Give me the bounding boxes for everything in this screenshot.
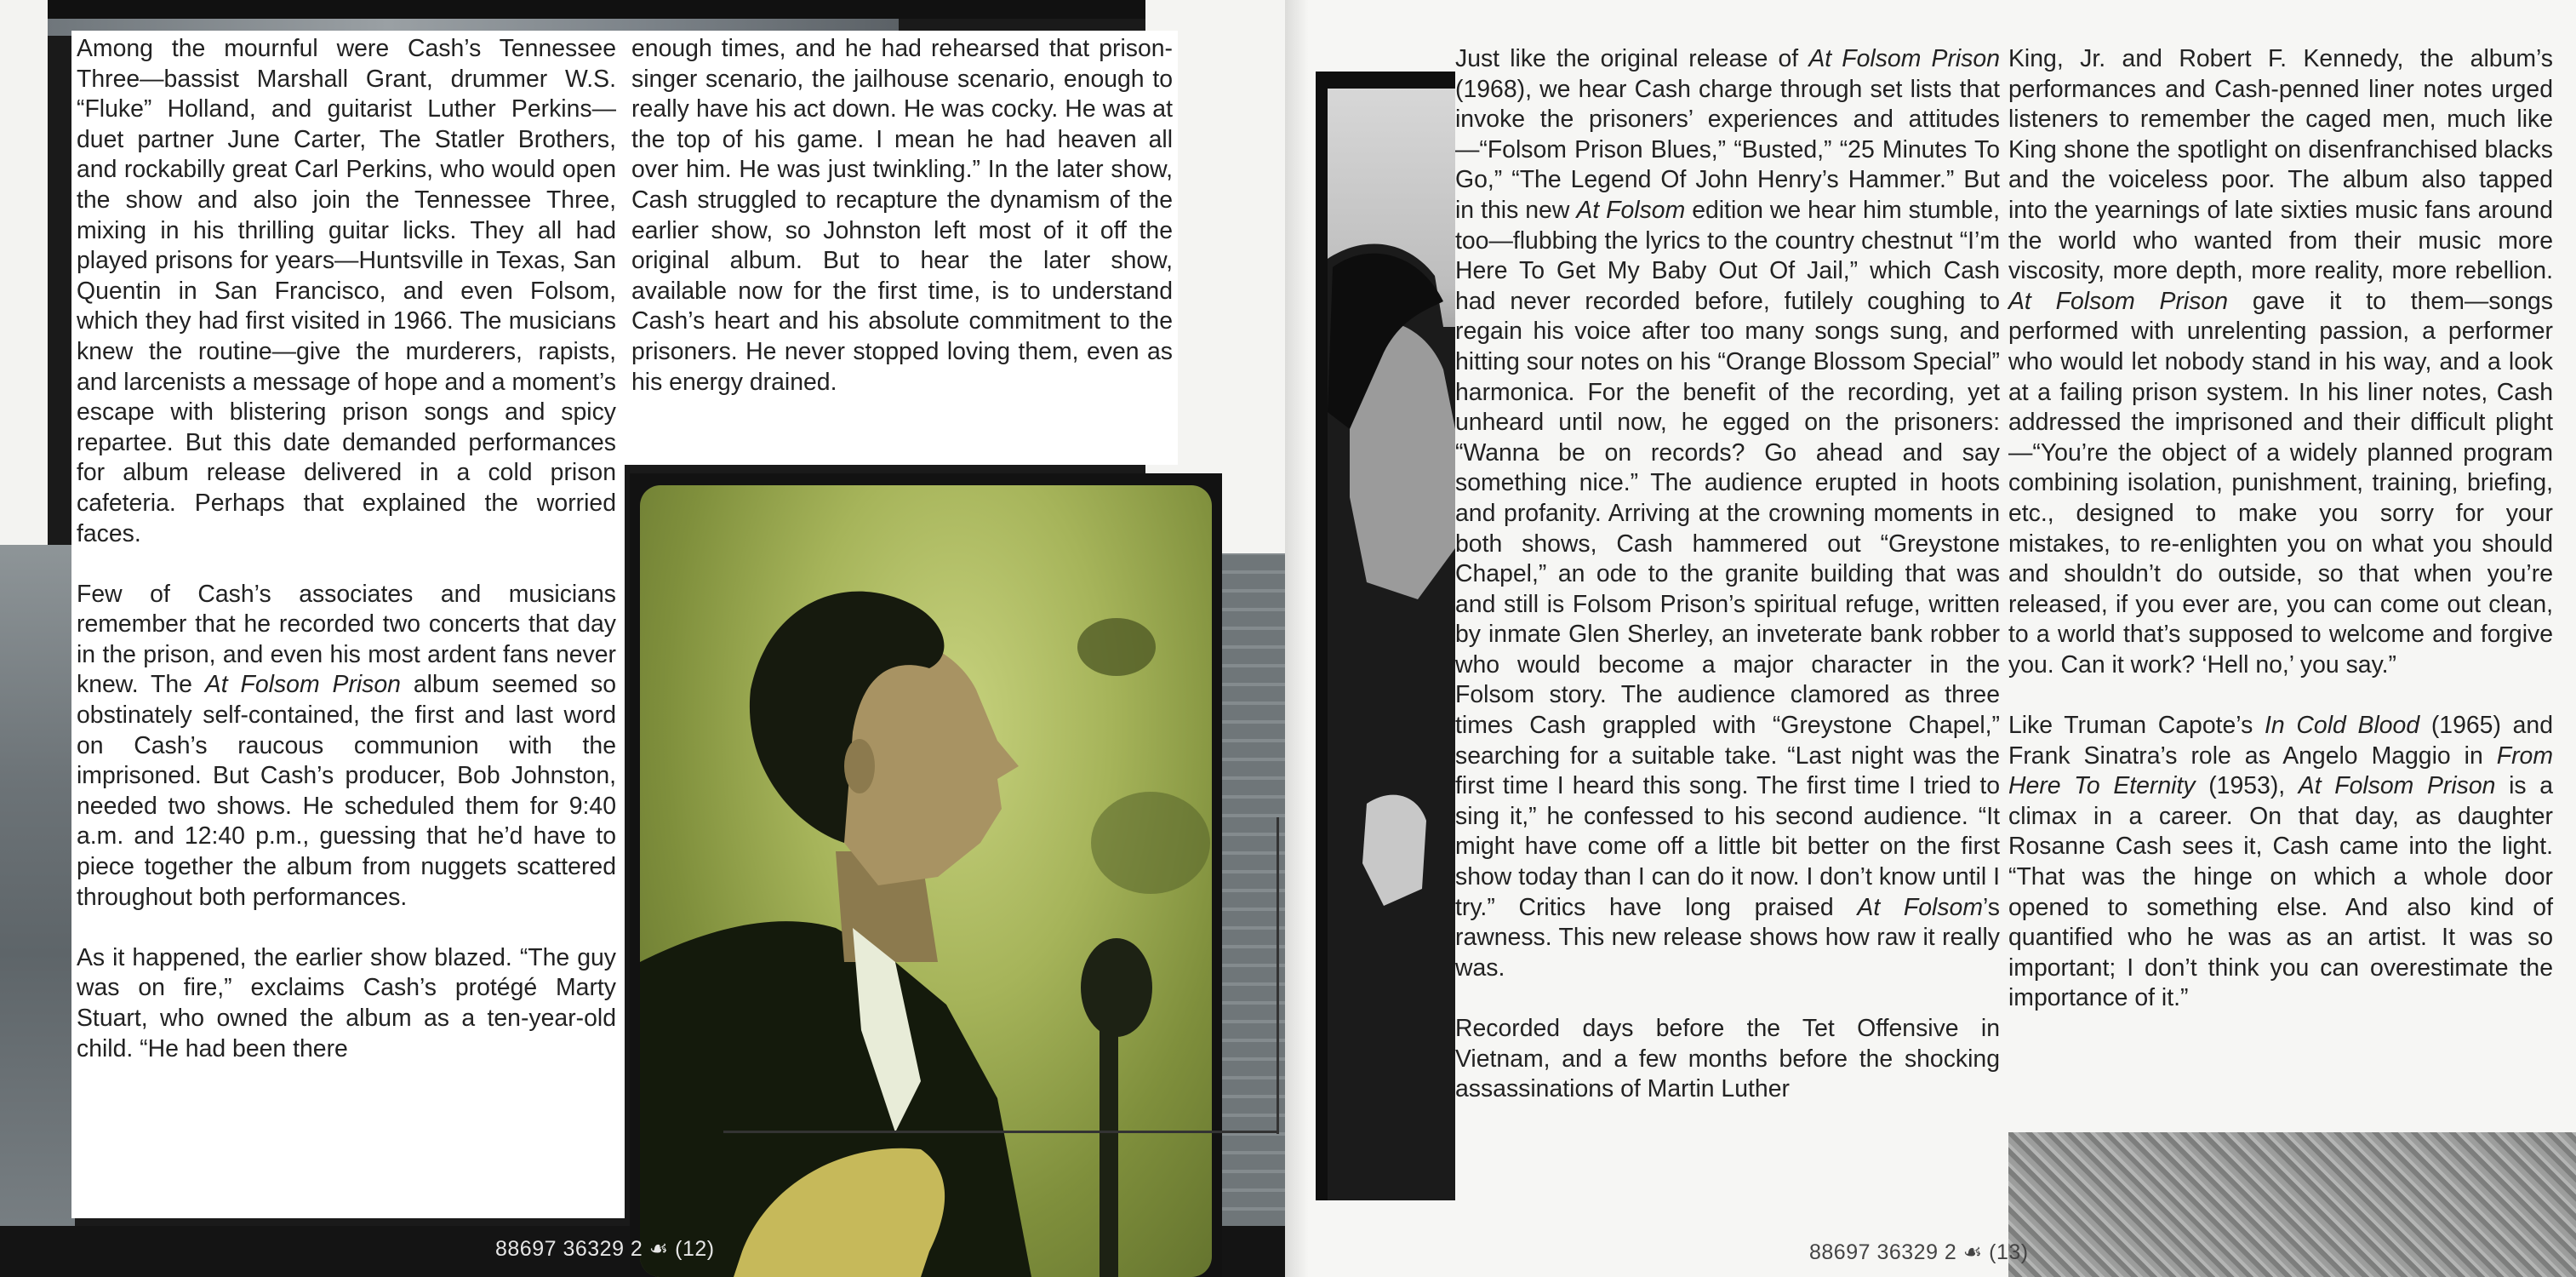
text-run: (1968), we hear Cash charge through set lists that invoke the prisoners’ experiences and attitudes—“Folsom Prison Blues,” “Busted,” “25 Minutes To Go,” “The Legend Of John Henry’s Hammer.” But in this new [1455,75,2000,224]
prison-building-photo-left [0,545,75,1226]
album-title-italic: At Folsom Prison [2298,772,2496,800]
text-column-1 [77,34,616,1064]
page-gutter [1285,0,1309,1277]
background-texture [2008,1132,2576,1277]
paragraph [77,580,616,913]
text-run: Few of Cash’s associates and musicians remember that he recorded two concerts that day in the prison, and even his most ardent fans never knew. The [77,580,616,699]
paragraph: enough times, and he had rehearsed that prison-singer scenario, the jailhouse scenario, enough to really have his act down. He was cocky. He was at the top of his game. I mean he had heaven all over him. He was just twinkling.” In the later show, Cash struggled to recapture the dynamism of the earlier show, so Johnston left most of it off the original album. But to hear the later show, available now for the first time, is to understand Cash’s heart and his absolute commitment to the prisoners. He never stopped loving them, even as his energy drained. [631,35,1173,396]
text-run: is a climax in a career. On that day, as daughter Rosanne Cash sees it, Cash came into the light. “That was the hinge on which a whole door opened to something else. And also kind of quantified who he was as an artist. It was so important; I don’t think you can overestimate the importance of it.” [2008,772,2553,1012]
text-run: (1953), [2195,772,2299,800]
album-title-italic: At Folsom [1576,196,1686,224]
page-folio-right: 88697 36329 2 ☙ (13) [1809,1240,2029,1264]
top-black-strip [48,0,1145,19]
album-title-italic: At Folsom Prison [204,671,401,699]
album-title-italic: At Folsom Prison [2008,287,2229,315]
page-margin [0,0,48,545]
paragraph [2008,44,2553,680]
page-folio-left: 88697 36329 2 ☙ (12) [495,1237,715,1261]
text-run: King, Jr. and Robert F. Kennedy, the album’s performances and Cash-penned liner notes urged listeners to remember the caged men, much like King shone the spotlight on disenfranchised blacks and the voiceless poor. The album also tapped into the yearnings of late sixties music fans around the world who wanted from their music more viscosity, more depth, more reality, more rebellion. [2008,45,2553,285]
paragraph [2008,711,2553,1014]
text-column-4 [2008,44,2553,1014]
photo-frame [640,485,1212,1277]
text-run: (1965) and Frank Sinatra’s role as Angelo Maggio in [2008,712,2553,770]
performer-profile-silhouette [1316,72,1455,1200]
performer-silhouette [640,485,1212,1277]
sidebar-rule-bottom [723,1131,1279,1133]
sidebar-rule [1277,817,1279,1134]
text-run: gave it to them—songs performed with unrelenting passion, a performer who would let nobody stand in his way, and a look at a failing prison system. In his liner notes, Cash addressed the imprisoned and their difficult plight—“You’re the object of a widely planned program combining isolation, punishment, training, briefing, etc., designed to make you sorry for your mistakes, to re-enlighten you on what you should and shouldn’t do outside, so that when you’re released, if you ever are, you can come out clean, to a world that’s supposed to welcome and forgive you. Can it work? ‘Hell no,’ you say.” [2008,287,2553,679]
text-run: album seemed so obstinately self-contained, the first and last word on Cash’s raucous communion with the imprisoned. But Cash’s producer, Bob Johnston, needed two shows. He scheduled them for 9:40 a.m. and 12:40 p.m., guessing that he’d have to piece together the album from nuggets scattered throughout both performances. [77,671,616,911]
profile-photo-strip [1316,72,1455,1200]
johnny-cash-photo [630,473,1222,1277]
paragraph [1455,44,2000,983]
prison-wall-photo-right [1222,553,1285,1226]
paragraph: As it happened, the earlier show blazed. “The guy was on fire,” exclaims Cash’s protégé Marty Stuart, who owned the album as a ten-year-old child. “He had been there [77,943,616,1062]
text-run: Like Truman Capote’s [2008,712,2265,740]
text-run: ’s rawness. This new release shows how raw it really was. [1455,893,2000,982]
text-run: Just like the original release of [1455,45,1809,72]
album-title-italic: At Folsom Prison [1808,45,2000,72]
film-title-italic: From Here To Eternity [2008,742,2553,800]
album-title-italic: At Folsom [1857,893,1983,921]
text-column-2 [631,34,1173,398]
book-title-italic: In Cold Blood [2265,712,2420,740]
text-column-3 [1455,44,2000,1105]
paragraph: Among the mournful were Cash’s Tennessee Three—bassist Marshall Grant, drummer W.S. “Fluke” Holland, and guitarist Luther Perkins—duet partner June Carter, The Statler Brothers, and rockabilly great Carl Perkins, who would open the show and also join the Tennessee Three, mixing in his thrilling guitar licks. They all had played prisons for years—Huntsville in Texas, San Quentin in San Francisco, and even Folsom, which they had first visited in 1966. The musicians knew the routine—give the murderers, rapists, and larcenists a message of hope and a moment’s escape with blistering prison songs and spicy repartee. But this date demanded performances for album release delivered in a cold prison cafeteria. Perhaps that explained the worried faces. [77,35,616,547]
text-run: edition we hear him stumble, too—flubbing the lyrics to the country chestnut “I’m Here To Get My Baby Out Of Jail,” which Cash had never recorded before, futilely coughing to regain his voice after too many songs sung, and hitting sour notes on his “Orange Blossom Special” harmonica. For the benefit of the recording, yet unheard until now, he egged on the prisoners: “Wanna be on records? Go ahead and say something nice.” The audience erupted in hoots and profanity. Arriving at the crowning moments in both shows, Cash hammered out “Greystone Chapel,” an ode to the granite building that was and still is Folsom Prison’s spiritual refuge, written by inmate Glen Sherley, an inveterate bank robber who would become a major character in the Folsom story. The audience clamored as three times Cash grappled with “Greystone Chapel,” searching for a suitable take. “Last night was the first time I heard this song. The first time I tried to sing it,” he confessed to his second audience. “It might have come off a little bit better on the first show today than I can do it now. I don’t know until I try.” Critics have long praised [1455,196,2000,921]
paragraph: Recorded days before the Tet Offensive in Vietnam, and a few months before the shocking assassinations of Martin Luther [1455,1015,2000,1103]
